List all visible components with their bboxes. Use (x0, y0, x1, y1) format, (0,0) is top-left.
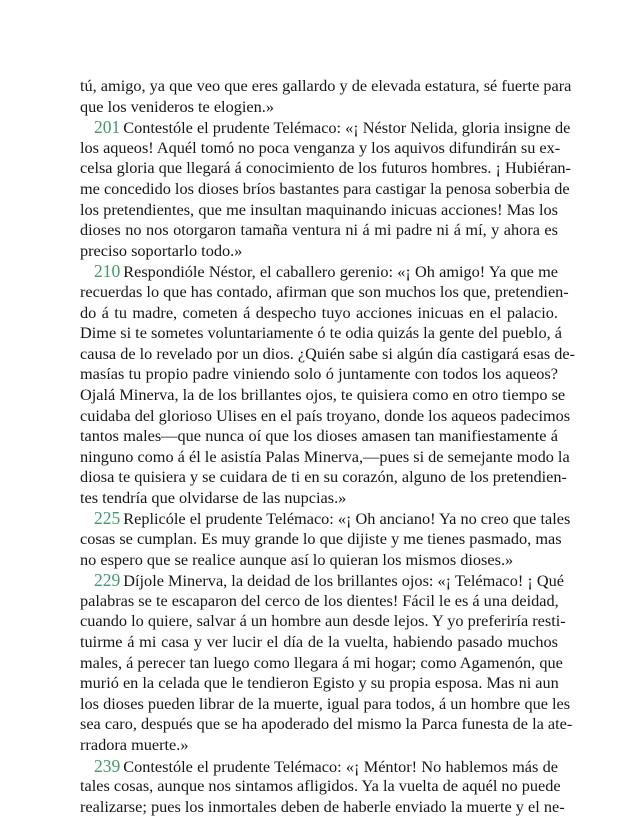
paragraph (80, 570, 573, 755)
verse-number: 229 (94, 570, 121, 591)
text-line: realizarse; pues los inmortales deben de haberle enviado la muerte y el ne- (80, 796, 565, 816)
paragraph (80, 508, 571, 570)
text-line: cuando lo quiere, salvar á un hombre aun desde lejos. Y yo preferiría resti- (80, 611, 566, 631)
text-line: celsa gloria que llegará á conocimiento de los futuros hombres. ¡ Hubiéran- (80, 158, 571, 178)
text-line: tes tendría que olvidarse de las nupcias.» (80, 487, 347, 507)
text-line: rradora muerte.» (80, 735, 189, 754)
verse-number: 239 (94, 755, 121, 776)
paragraph (80, 76, 572, 117)
text-line: 229 Díjole Minerva, la deidad de los brillantes ojos: «¡ Telémaco! ¡ Qué (94, 570, 564, 591)
text-line: 210 Respondióle Néstor, el caballero gerenio: «¡ Oh amigo! Ya que me (94, 261, 558, 282)
text-line: tú, amigo, ya que veo que eres gallardo y de elevada estatura, sé fuerte para (80, 76, 572, 95)
page-text (80, 76, 576, 817)
text-line: me concedido los dioses bríos bastantes para castigar la penosa soberbia de (80, 178, 570, 198)
text-line: tantos males—que nunca oí que los dioses amasen tan manifiestamente á (80, 426, 558, 446)
verse-number: 201 (94, 117, 121, 138)
text-line: causa de lo revelado por un dios. ¿Quién sabe si algún día castigará esas de- (80, 343, 576, 363)
text-line: ninguno como á él le asistía Palas Minerva,—pues si de semejante modo la (80, 446, 570, 466)
text-line: no espero que se realice aunque así lo quieran los mismos dioses.» (80, 549, 514, 569)
text-line: los pretendientes, que me insultan maquinando inicuas acciones! Mas los (80, 199, 558, 219)
text-line: recuerdas lo que has contado, afirman que son muchos los que, pretendien- (80, 281, 569, 301)
text-line: dioses no nos otorgaron tamaña ventura ni á mi padre ni á mí, y ahora es (80, 220, 558, 240)
text-line: palabras se te escaparon del cerco de los dientes! Fácil le es á una deidad, (80, 590, 559, 610)
text-line: los aqueos! Aquél tomó no poca venganza y los aquivos difundirán su ex- (80, 137, 561, 157)
text-line: Ojalá Minerva, la de los brillantes ojos, te quisiera como en otro tiempo se (80, 384, 566, 404)
text-line: do á tu madre, cometen á despecho tuyo acciones inicuas en el palacio. (80, 302, 558, 322)
text-line: males, á perecer tan luego como llegara á mi hogar; como Agamenón, que (80, 652, 563, 672)
text-line: 239 Contestóle el prudente Telémaco: «¡ Méntor! No hablemos más de (94, 755, 558, 776)
text-line: masías tu propio padre viniendo solo ó juntamente con todos los aqueos? (80, 364, 558, 384)
text-line: los dioses pueden librar de la muerte, igual para todos, á un hombre que les (80, 693, 571, 713)
text-line: diosa te quisiera y se cuidara de ti en su corazón, alguno de los pretendien- (80, 467, 567, 487)
text-line: cosas se cumplan. Es muy grande lo que dijiste y me tienes pasmado, mas (80, 529, 562, 549)
paragraph (80, 117, 571, 261)
text-line: sea caro, después que se ha apoderado del mismo la Parca funesta de la ate- (80, 714, 573, 734)
text-line: tales cosas, aunque nos sintamos afligidos. Ya la vuelta de aquél no puede (80, 776, 561, 796)
text-line: 225 Replicóle el prudente Telémaco: «¡ Oh anciano! Ya no creo que tales (94, 508, 571, 529)
text-line: Dime si te sometes voluntariamente ó te odia quizás la gente del pueblo, á (80, 323, 562, 343)
text-line: murió en la celada que le tendieron Egisto y su propia esposa. Mas ni aun (80, 673, 559, 693)
verse-number: 225 (94, 508, 121, 529)
text-line: cuidaba del glorioso Ulises en el país troyano, donde los aqueos padecimos (80, 405, 571, 425)
text-line: 201 Contestóle el prudente Telémaco: «¡ Néstor Nelida, gloria insigne de (94, 117, 571, 138)
text-line: preciso soportarlo todo.» (80, 240, 243, 260)
paragraph (80, 261, 576, 508)
text-line: tuirme á mi casa y ver lucir el día de la vuelta, habiendo pasado muchos (80, 632, 558, 652)
paragraph (80, 755, 565, 818)
text-line: que los venideros te elogien.» (80, 96, 274, 116)
verse-number: 210 (94, 261, 121, 282)
